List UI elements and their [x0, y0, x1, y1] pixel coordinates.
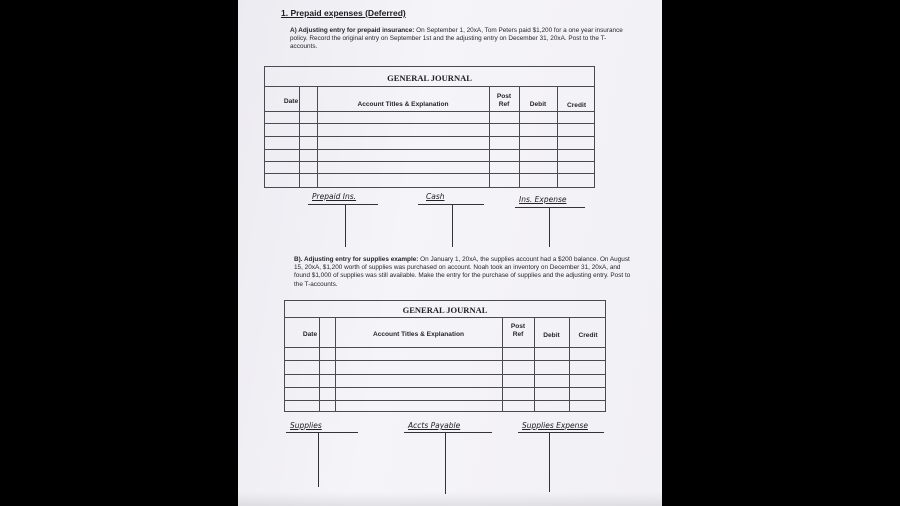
general-journal-b: [284, 300, 606, 412]
t-account-name: Cash: [426, 192, 445, 201]
part-a-text: On September 1, 20xA, Tom Peters paid $1,200 for a one year insurance policy. Record the original entry on September 1st and the adjusting entry on December 31, 20xA. Post to the T-accounts.: [290, 27, 623, 51]
t-account-name: Supplies: [290, 421, 322, 430]
journal-a-date-header: Date: [283, 98, 299, 105]
journal-b-post-header: Post: [510, 323, 526, 330]
part-b-text: On January 1, 20xA, the supplies account had a $200 balance. On August 15, 20xA, $1,200 worth of supplies was purchased on account. Noah took an inventory on December 31, 20xA, and found $1,000 of supplies was still available. Make the entry for the purchase of supplies and the adjusting entry. Post to the T-accounts.: [294, 256, 631, 288]
t-account-name: Prepaid Ins.: [312, 192, 357, 201]
journal-a-ref-header: Ref: [498, 101, 510, 108]
t-account-name: Ins. Expense: [519, 195, 567, 204]
worksheet-page: [238, 0, 662, 506]
t-account-name: Accts Payable: [408, 421, 461, 430]
journal-a-title: GENERAL JOURNAL: [387, 73, 472, 83]
journal-b-credit-header: Credit: [578, 332, 598, 339]
part-b-instructions: [294, 256, 632, 289]
journal-b-ref-header: Ref: [512, 331, 524, 338]
journal-b-title: GENERAL JOURNAL: [402, 305, 488, 315]
journal-a-debit-header: Debit: [529, 101, 547, 108]
journal-a-post-header: Post: [496, 93, 512, 100]
journal-b-account-header: Account Titles & Explanation: [372, 331, 465, 338]
part-a-lead: A) Adjusting entry for prepaid insurance:: [290, 27, 415, 34]
t-account-name: Supplies Expense: [522, 421, 588, 430]
part-a-instructions: [290, 27, 625, 52]
part-b-lead: B). Adjusting entry for supplies example:: [294, 256, 419, 263]
general-journal-a: [264, 66, 595, 188]
journal-b-date-header: Date: [302, 331, 318, 338]
journal-a-credit-header: Credit: [566, 102, 587, 109]
journal-a-account-header: Account Titles & Explanation: [357, 101, 449, 108]
section-heading: 1. Prepaid expenses (Deferred): [281, 8, 406, 18]
page-shadow: [238, 492, 662, 506]
journal-b-debit-header: Debit: [543, 332, 560, 339]
